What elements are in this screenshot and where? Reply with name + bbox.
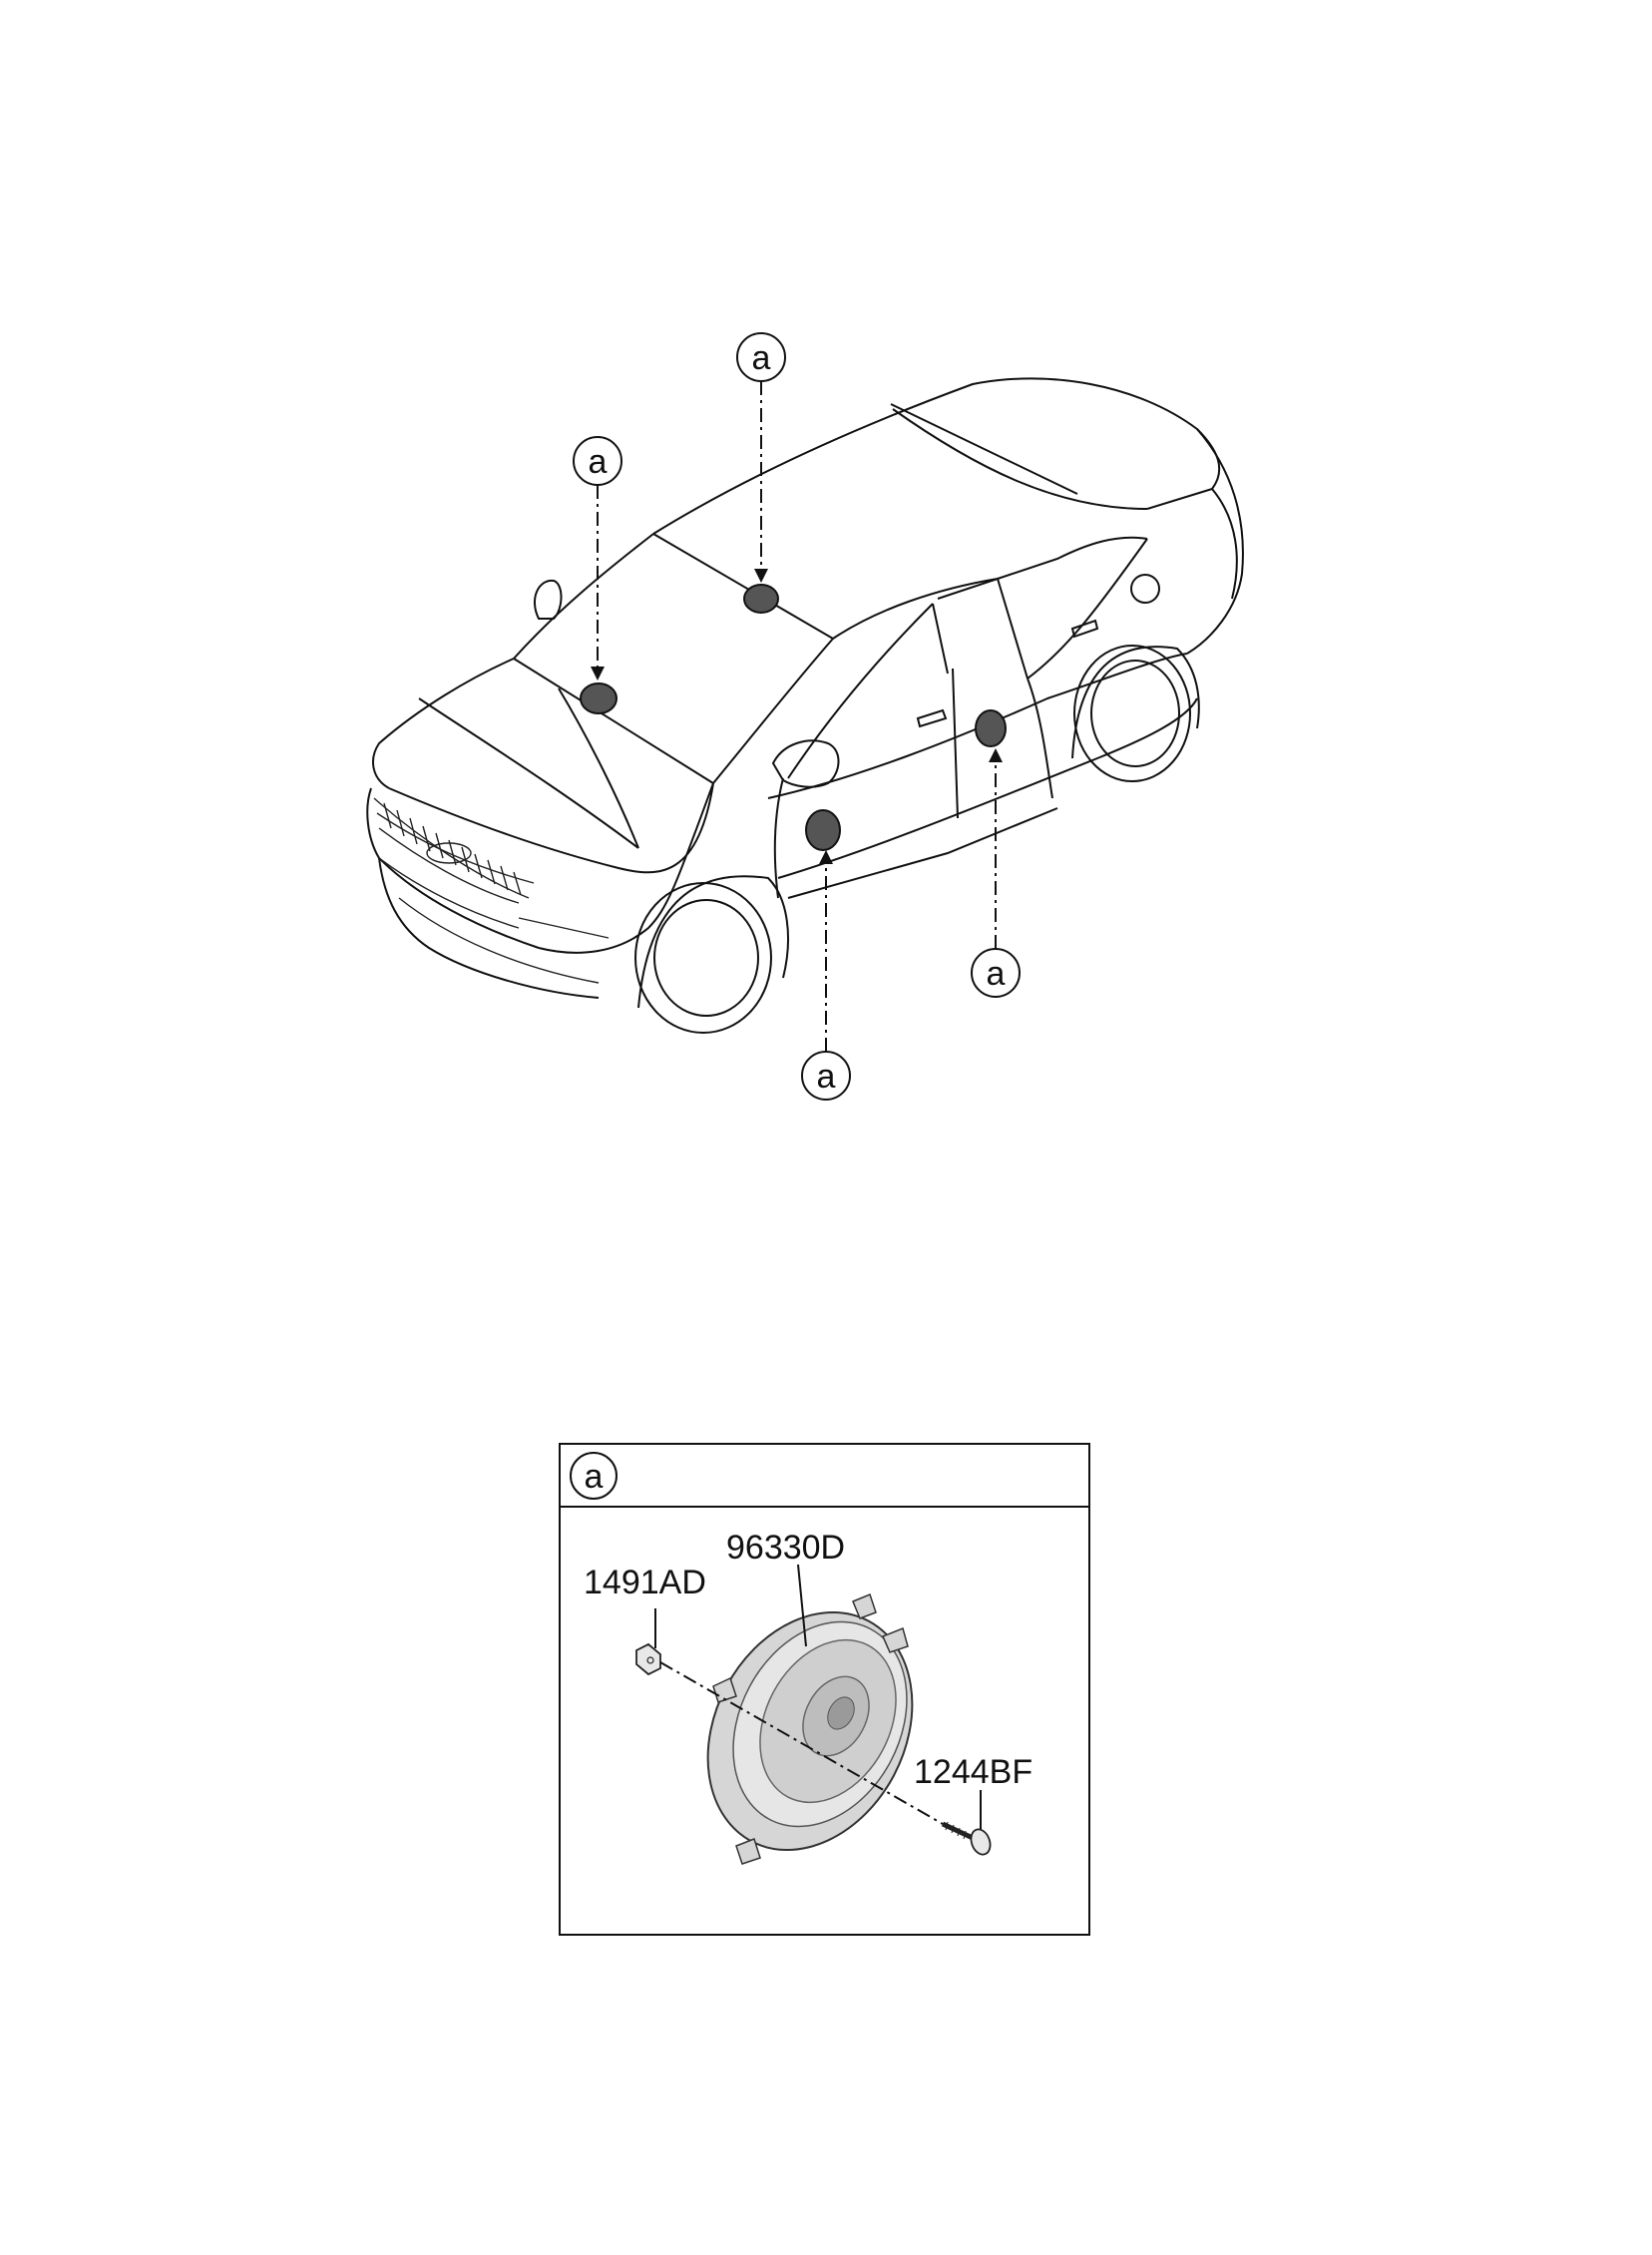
part-label-clip: 1491AD (584, 1564, 706, 1601)
svg-text:a: a (588, 443, 608, 481)
svg-text:a: a (584, 1458, 604, 1496)
svg-text:a: a (751, 339, 771, 377)
callout-bottom-center (802, 850, 850, 1100)
detail-panel (560, 1444, 1089, 1935)
detail-panel-callout (571, 1453, 617, 1499)
speaker-marker-rear-shelf (744, 585, 778, 613)
speaker-marker-front-dash (581, 683, 617, 713)
svg-text:a: a (986, 955, 1006, 993)
speaker-marker-front-door (806, 810, 840, 850)
car-illustration (367, 378, 1243, 1033)
callout-top-left (574, 437, 621, 680)
speaker-marker-rear-door (976, 710, 1006, 746)
clip-illustration (636, 1644, 660, 1674)
callout-top-center (737, 333, 785, 583)
speaker-illustration (667, 1577, 952, 1886)
svg-text:a: a (816, 1058, 836, 1096)
screw-illustration (943, 1822, 994, 1857)
part-label-speaker: 96330D (726, 1529, 846, 1567)
part-label-screw: 1244BF (914, 1753, 1033, 1791)
callout-bottom-right (972, 748, 1020, 997)
